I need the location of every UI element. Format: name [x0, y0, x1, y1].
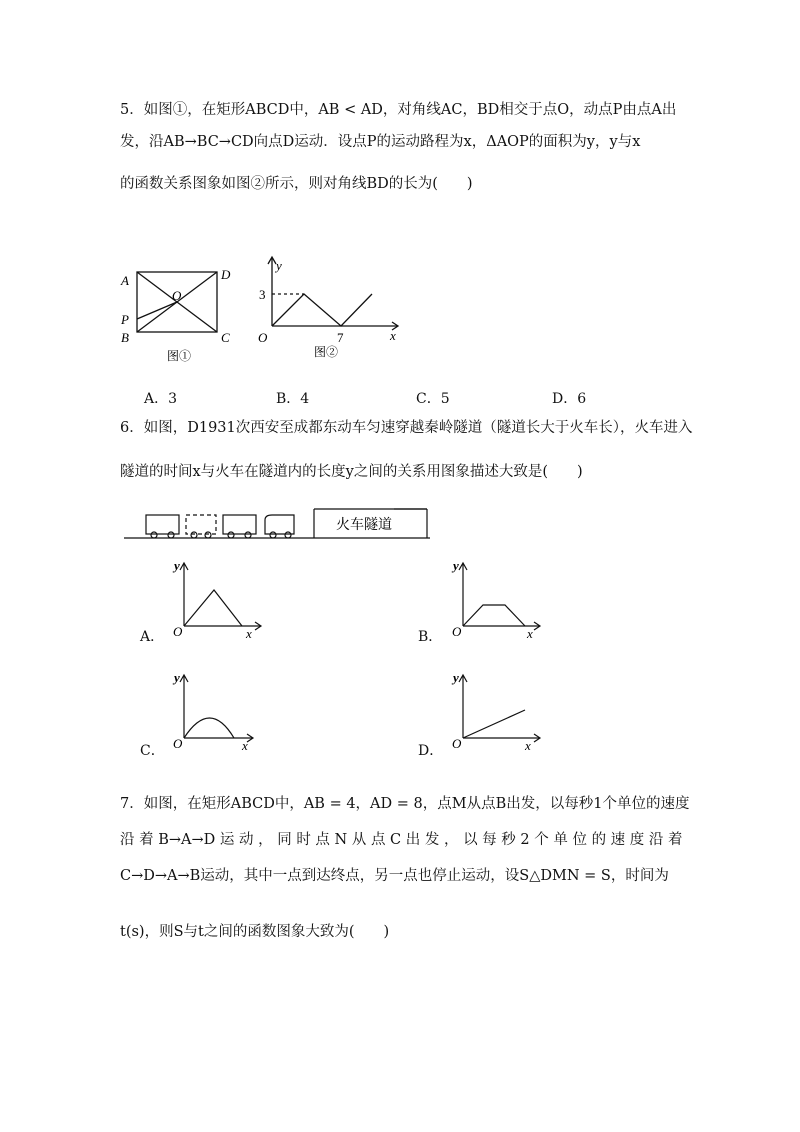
fig2-caption: 图②	[314, 345, 339, 359]
q7-line-4: t(s)，则S与t之间的函数图象大致为( )	[120, 924, 390, 940]
q6-option-b: B．	[418, 629, 443, 645]
q5-option-c: C．5	[416, 391, 450, 407]
fig2-axis-x: x	[390, 328, 396, 343]
q7-line-1: 7．如图，在矩形ABCD中，AB = 4，AD = 8，点M从点B出发，以每秒1个单位的速度	[120, 796, 690, 812]
q5-option-d: D．6	[552, 391, 587, 407]
q6b-axis-y: y	[453, 558, 459, 573]
fig2-tick-3: 3	[259, 287, 266, 302]
fig1-label-a: A	[121, 273, 129, 288]
tunnel-label: 火车隧道	[336, 518, 392, 533]
q6-graph-d	[447, 668, 547, 754]
q6-graph-b	[447, 556, 547, 642]
q6d-axis-x: x	[525, 738, 531, 753]
q6c-axis-y: y	[174, 670, 180, 685]
fig2-axis-y: y	[276, 258, 282, 273]
q6-option-d: D．	[418, 743, 444, 759]
q5-line-2: 发，沿AB→BC→CD向点D运动．设点P的运动路程为x，ΔAOP的面积为y，y与x	[120, 134, 641, 150]
fig1-label-o: O	[172, 288, 182, 303]
q5-option-a: A．3	[144, 391, 178, 407]
q6-line-1: 6．如图，D1931次西安至成都东动车匀速穿越秦岭隧道（隧道长大于火车长），火车进入	[120, 420, 693, 436]
q5-line-3: 的函数关系图象如图②所示，则对角线BD的长为( )	[120, 176, 473, 192]
q6c-origin: O	[173, 736, 183, 751]
q6a-axis-y: y	[174, 558, 180, 573]
fig1-label-d: D	[221, 267, 231, 282]
q5-option-b: B．4	[276, 391, 310, 407]
q6d-axis-y: y	[453, 670, 459, 685]
q6-line-2: 隧道的时间x与火车在隧道内的长度y之间的关系用图象描述大致是( )	[120, 464, 583, 480]
fig1-label-c: C	[221, 330, 230, 345]
q6a-axis-x: x	[246, 626, 252, 641]
q6b-origin: O	[452, 624, 462, 639]
q6c-axis-x: x	[242, 738, 248, 753]
fig1-caption: 图①	[167, 349, 192, 363]
q5-figure-2	[252, 252, 407, 362]
q5-figure-1	[115, 262, 240, 367]
fig1-label-p: P	[121, 312, 129, 327]
q6-option-a: A．	[140, 629, 165, 645]
q6a-origin: O	[173, 624, 183, 639]
q6b-axis-x: x	[527, 626, 533, 641]
q6-option-c: C．	[140, 743, 165, 759]
q7-line-2: 沿 着 B→A→D 运 动 ， 同 时 点 N 从 点 C 出 发 ， 以 每 秒 2 个 单 位 的 速 度 沿 着	[120, 832, 683, 848]
q6d-origin: O	[452, 736, 462, 751]
fig1-label-b: B	[121, 330, 129, 345]
fig2-tick-7: 7	[337, 330, 344, 345]
q6-graph-a	[168, 556, 268, 642]
q6-graph-c	[168, 668, 268, 754]
fig2-origin: O	[258, 330, 268, 345]
q7-line-3: C→D→A→B运动，其中一点到达终点，另一点也停止运动，设S△DMN = S，时间为	[120, 868, 669, 884]
train-tunnel-illustration	[122, 506, 432, 542]
q5-line-1: 5．如图①，在矩形ABCD中，AB < AD，对角线AC，BD相交于点O，动点P由点A出	[120, 102, 677, 118]
